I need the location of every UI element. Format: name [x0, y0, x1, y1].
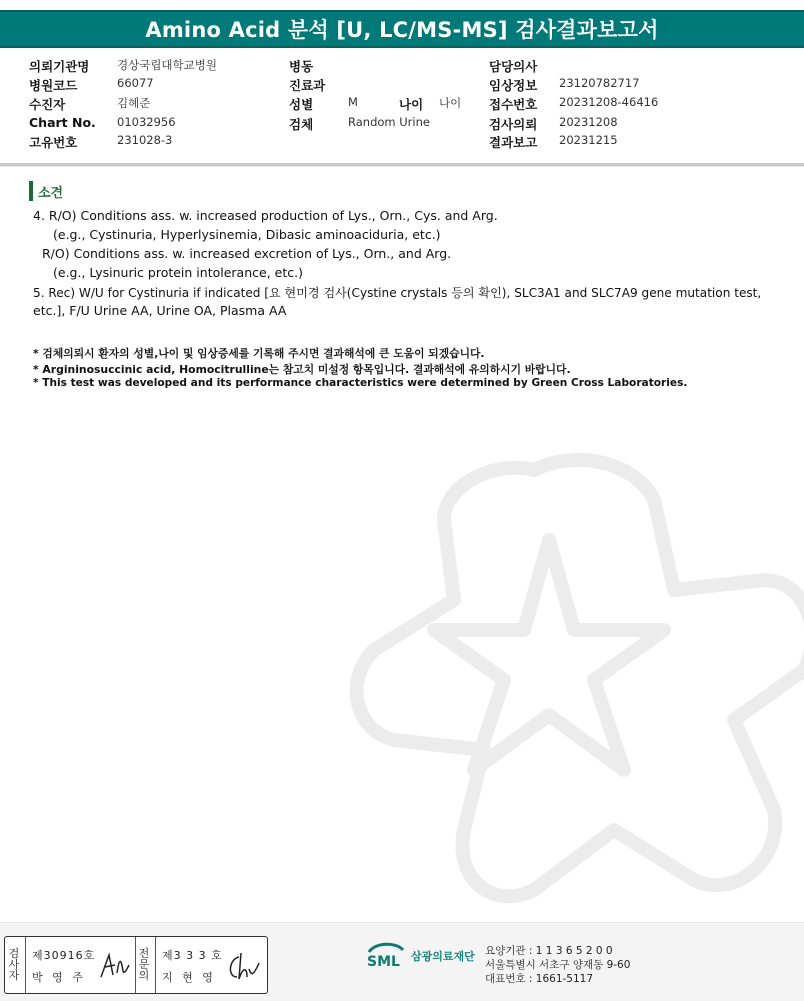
- signature-box: [4, 936, 268, 994]
- info-label-chart-no: Chart No.: [29, 115, 96, 130]
- sml-logo-icon: [365, 942, 407, 970]
- info-value-clinical-info: 23120782717: [559, 76, 640, 90]
- examiner-vertical-label: [7, 948, 21, 981]
- info-label-clinical-info: 임상정보: [489, 78, 538, 93]
- info-value-request-date: 20231208: [559, 115, 618, 129]
- signature-divider: [155, 937, 156, 993]
- confirmer-license-no: 제3 3 3 호: [162, 949, 223, 962]
- examiner-name: 박 영 주: [32, 971, 86, 984]
- info-value-report-date: 20231215: [559, 133, 618, 147]
- info-value-unique-no: 231028-3: [117, 133, 173, 147]
- info-label-receipt-no: 접수번호: [489, 97, 538, 112]
- vert-char: 사: [8, 958, 20, 971]
- info-value-hospital-code: 66077: [117, 76, 154, 90]
- patient-info-block: [0, 57, 804, 155]
- contact-line: 대표번호 : 1661-5117: [485, 973, 594, 985]
- info-label-unique-no: 고유번호: [29, 135, 78, 150]
- sml-logo: [365, 942, 475, 970]
- vert-char: 자: [8, 969, 20, 982]
- signature-divider: [135, 937, 136, 993]
- info-label-doctor: 담당의사: [489, 59, 538, 74]
- info-label-department: 진료과: [289, 78, 326, 93]
- contact-line: 요양기관 : 1 1 3 6 5 2 0 0: [485, 945, 613, 957]
- watermark-cross-icon: [334, 430, 804, 930]
- sml-logo-mark-text: SML: [367, 954, 400, 970]
- info-label-patient: 수진자: [29, 97, 66, 112]
- info-label-report-date: 결과보고: [489, 135, 538, 150]
- signature-divider: [25, 937, 26, 993]
- finding-line: 5. Rec) W/U for Cystinuria if indicated [요 현미경 검사(Cystine crystals 등의 확인), SLC3A1 and SLC7A9 gene mutation test,: [33, 286, 762, 300]
- info-value-institution: 경상국립대학교병원: [117, 58, 217, 72]
- note-line: * 검체의뢰시 환자의 성별,나이 및 임상증세를 기록해 주시면 결과해석에 큰 도움이 되겠습니다.: [33, 347, 485, 360]
- info-label-sex: 성별: [289, 97, 314, 112]
- report-title: Amino Acid 분석 [U, LC/MS-MS] 검사결과보고서: [145, 18, 659, 42]
- vert-char: 전: [138, 947, 150, 960]
- divider-shadow: [0, 166, 804, 167]
- info-label-specimen: 검체: [289, 117, 314, 132]
- info-label-ward: 병동: [289, 59, 314, 74]
- finding-line: etc.], F/U Urine AA, Urine OA, Plasma AA: [33, 303, 287, 318]
- finding-line: 4. R/O) Conditions ass. w. increased production of Lys., Orn., Cys. and Arg.: [33, 208, 498, 223]
- vert-char: 의: [138, 969, 150, 982]
- info-label-age: 나이: [399, 97, 424, 112]
- info-value-chart-no: 01032956: [117, 115, 176, 129]
- finding-line: (e.g., Cystinuria, Hyperlysinemia, Dibasic aminoaciduria, etc.): [53, 227, 441, 242]
- confirmer-name: 지 현 영: [162, 971, 216, 984]
- note-line: * This test was developed and its performance characteristics were determined by Green Cross Laboratories.: [33, 377, 688, 389]
- examiner-signature-icon: [97, 949, 131, 983]
- finding-line: (e.g., Lysinuric protein intolerance, etc.): [53, 265, 303, 280]
- info-value-sex: M: [348, 95, 358, 109]
- info-value-receipt-no: 20231208-46416: [559, 95, 659, 109]
- report-title-bar: [0, 10, 804, 48]
- info-value-specimen: Random Urine: [348, 115, 430, 129]
- vert-char: 검: [8, 947, 20, 960]
- note-line: * Argininosuccinic acid, Homocitrulline는 참고치 미설정 항목입니다. 결과해석에 유의하시기 바랍니다.: [33, 363, 571, 376]
- info-label-institution: 의뢰기관명: [29, 59, 90, 74]
- finding-line: R/O) Conditions ass. w. increased excretion of Lys., Orn., and Arg.: [42, 246, 452, 261]
- sml-logo-text: 삼광의료재단: [411, 950, 475, 963]
- findings-heading: [29, 181, 63, 201]
- findings-heading-marker: [29, 181, 33, 201]
- info-value-patient: 김혜준: [117, 96, 151, 110]
- info-value-age: 나이: [439, 96, 462, 110]
- contact-line: 서울특별시 서초구 양재동 9-60: [485, 959, 631, 971]
- vert-char: 문: [138, 958, 150, 971]
- confirmer-signature-icon: [225, 949, 263, 983]
- info-label-request-date: 검사의뢰: [489, 117, 538, 132]
- lab-contact: [485, 944, 630, 986]
- info-label-hospital-code: 병원코드: [29, 78, 78, 93]
- confirmer-vertical-label: [137, 948, 151, 981]
- examiner-license-no: 제30916호: [32, 949, 96, 962]
- findings-heading-label: 소견: [38, 185, 64, 201]
